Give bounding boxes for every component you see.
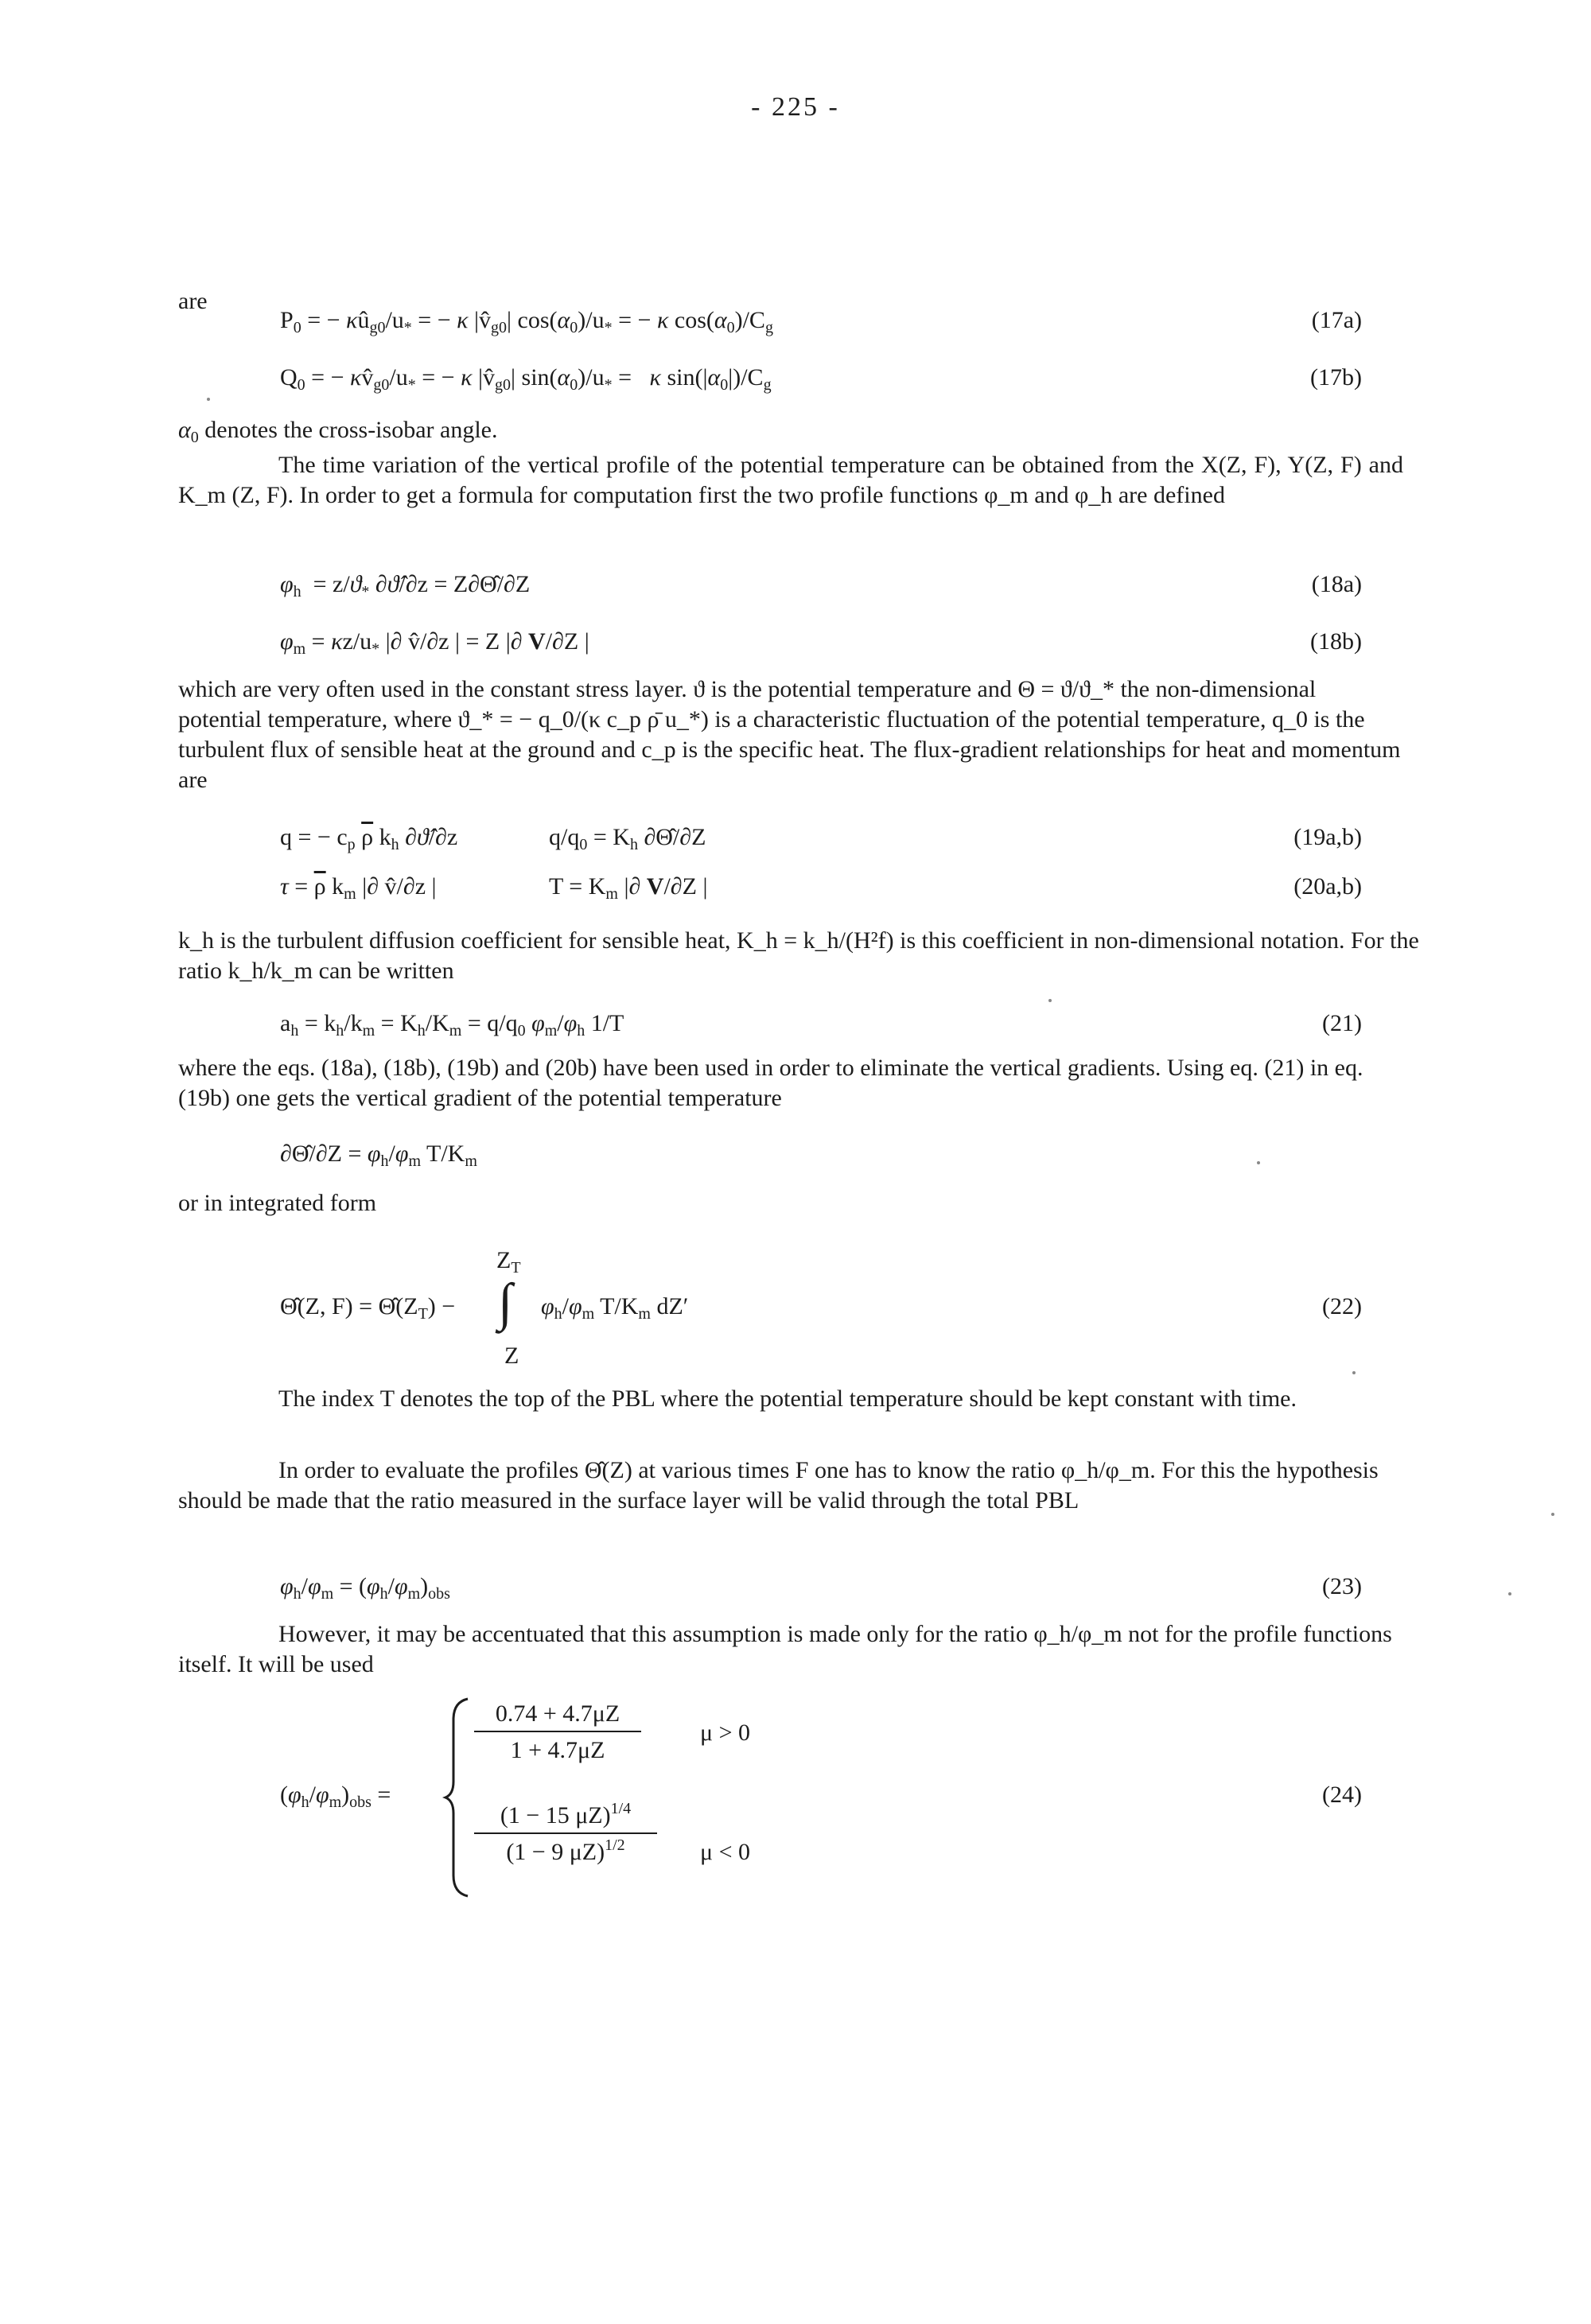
case2-numerator-exp: 1/4 bbox=[610, 1800, 632, 1817]
equation-19-number: (19a,b) bbox=[1293, 824, 1362, 850]
equation-22-number: (22) bbox=[1322, 1293, 1362, 1319]
paragraph-2: which are very often used in the constant stress layer. ϑ is the potential temperature and Θ = ϑ/ϑ_* the non-dimensional potential temperature, where ϑ_* = − q_0/(κ c_p ρ̄ u_*) is a characteristic fluctuation of the potential temperature, q_0 is the turbulent flux of sensible heat at the ground and c_p is the specific heat. The flux-gradient relationships for heat and momentum are bbox=[178, 676, 1401, 793]
integral-sign: ∫ bbox=[498, 1273, 513, 1331]
alpha-definition: $\alpha_0$ denotes the cross-isobar angle. bbox=[178, 417, 498, 446]
paragraph-7: However, it may be accentuated that this assumption is made only for the ratio φ_h/φ_m not for the profile functions itself. It will be used bbox=[178, 1621, 1392, 1677]
scan-speck bbox=[207, 398, 210, 401]
case2-fraction bbox=[474, 1801, 657, 1867]
case1-denominator: 1 + 4.7μZ bbox=[510, 1737, 605, 1763]
lead-word: are bbox=[178, 288, 208, 314]
equation-17a-number: (17a) bbox=[1311, 307, 1362, 333]
equation-18a-number: (18a) bbox=[1311, 571, 1362, 597]
case1-condition: μ > 0 bbox=[700, 1720, 751, 1746]
scan-speck bbox=[1257, 1161, 1260, 1164]
case1-numerator: 0.74 + 4.7μZ bbox=[495, 1700, 620, 1727]
paragraph-4: where the eqs. (18a), (18b), (19b) and (20b) have been used in order to eliminate the vertical gradients. Using eq. (21) in eq. (19b) one gets the vertical gradient of the potential temperature bbox=[178, 1055, 1363, 1111]
integrated-form-text: or in integrated form bbox=[178, 1190, 377, 1216]
equation-17b: $Q_0$ = − $\kappa v̂_{g0}/u_*$ = − κ $|v̂_{g0}|$ $\sin(\alpha_0)/u_* = \kappa$ $\sin(|\alpha_0|)/C_g$ bbox=[280, 364, 772, 394]
equation-17b-number: (17b) bbox=[1310, 364, 1362, 391]
scan-speck bbox=[1048, 999, 1052, 1002]
left-brace bbox=[442, 1696, 474, 1899]
equation-20b: $T = K_m$ |∂ V/∂Z | bbox=[549, 873, 708, 903]
case2-denominator-base: (1 − 9 μZ) bbox=[506, 1839, 605, 1865]
case1-fraction bbox=[474, 1699, 641, 1766]
equation-21-number: (21) bbox=[1322, 1010, 1362, 1036]
equation-19b: $q/q_0 = K_h$ ∂Θ̂/∂Z bbox=[549, 824, 706, 853]
equation-22-integrand: $\varphi_h/\varphi_m$ $T/K_m$ dZ′ bbox=[541, 1293, 689, 1323]
equation-21: $a_h = k_h/k_m = K_h/K_m = q/q_0$ $\varphi_m/\varphi_h$ 1/T bbox=[280, 1010, 624, 1040]
paragraph-3: k_h is the turbulent diffusion coefficient for sensible heat, K_h = k_h/(H²f) is this coefficient in non-dimensional notation. For the ratio k_h/k_m can be written bbox=[178, 927, 1419, 984]
case2-numerator bbox=[474, 1801, 657, 1831]
equation-20: $\tau = \overline{\rho}$ $k_m$ |∂ v̂/∂z | bbox=[280, 873, 437, 903]
alpha-definition-text: denotes the cross-isobar angle. bbox=[204, 417, 498, 443]
equation-18b-number: (18b) bbox=[1310, 628, 1362, 655]
equation-24-number: (24) bbox=[1322, 1782, 1362, 1808]
equation-23-number: (23) bbox=[1322, 1573, 1362, 1599]
integral-lower-limit: Z bbox=[504, 1343, 519, 1369]
page-number: - 225 - bbox=[751, 92, 840, 122]
equation-18b: $\varphi_m = \kappa z/u_*$ |∂ v̂/∂z | = Z |∂ V/∂Z | bbox=[280, 628, 589, 658]
equation-23: $\varphi_h/\varphi_m = (\varphi_h/\varphi_m)_{obs}$ bbox=[280, 1573, 450, 1603]
case2-condition: μ < 0 bbox=[700, 1839, 751, 1865]
paragraph-6: In order to evaluate the profiles Θ̂(Z) at various times F one has to know the ratio φ_h/φ_m. For this the hypothesis should be made that the ratio measured in the surface layer will be valid through the total PBL bbox=[178, 1457, 1379, 1514]
integral-upper-limit: $Z_T$ bbox=[496, 1247, 521, 1277]
equation-18a: $\varphi_h = z/ϑ_*$ ∂ϑ̂/∂z = Z∂Θ̂/∂Z bbox=[280, 571, 531, 600]
equation-20-number: (20a,b) bbox=[1293, 873, 1362, 900]
equation-17a: $P_0$ = − $\kappa û_{g0}/u_*$ = − κ $|v̂_{g0}|$ $\cos(\alpha_0)/u_*$ = − κ $\cos(\alpha_0)/C_g$ bbox=[280, 307, 773, 336]
case2-denominator bbox=[474, 1837, 657, 1867]
paragraph-1: The time variation of the vertical profile of the potential temperature can be obtained from the X(Z, F), Y(Z, F) and K_m (Z, F). In order to get a formula for computation first the two profile functions φ_m and φ_h are defined bbox=[178, 452, 1403, 508]
equation-gradient: ∂Θ̂/∂Z = $\varphi_h/\varphi_m$ $T/K_m$ bbox=[280, 1141, 477, 1170]
scan-speck bbox=[1352, 1371, 1356, 1374]
scan-speck bbox=[1551, 1513, 1554, 1516]
scan-speck bbox=[1508, 1592, 1511, 1595]
equation-24-lhs: $(\varphi_h/\varphi_m)_{obs}$ = bbox=[280, 1782, 391, 1811]
paragraph-5: The index T denotes the top of the PBL where the potential temperature should be kept constant with time. bbox=[278, 1385, 1297, 1412]
case2-denominator-exp: 1/2 bbox=[605, 1836, 625, 1854]
case2-numerator-base: (1 − 15 μZ) bbox=[500, 1802, 611, 1828]
equation-19: q = − $c_p$ $\overline{\rho}$ $k_h$ ∂ϑ̂/∂z bbox=[280, 824, 458, 853]
equation-22: Θ̂(Z, $F) = \Thetâ(Z_T)$ − bbox=[280, 1293, 456, 1323]
